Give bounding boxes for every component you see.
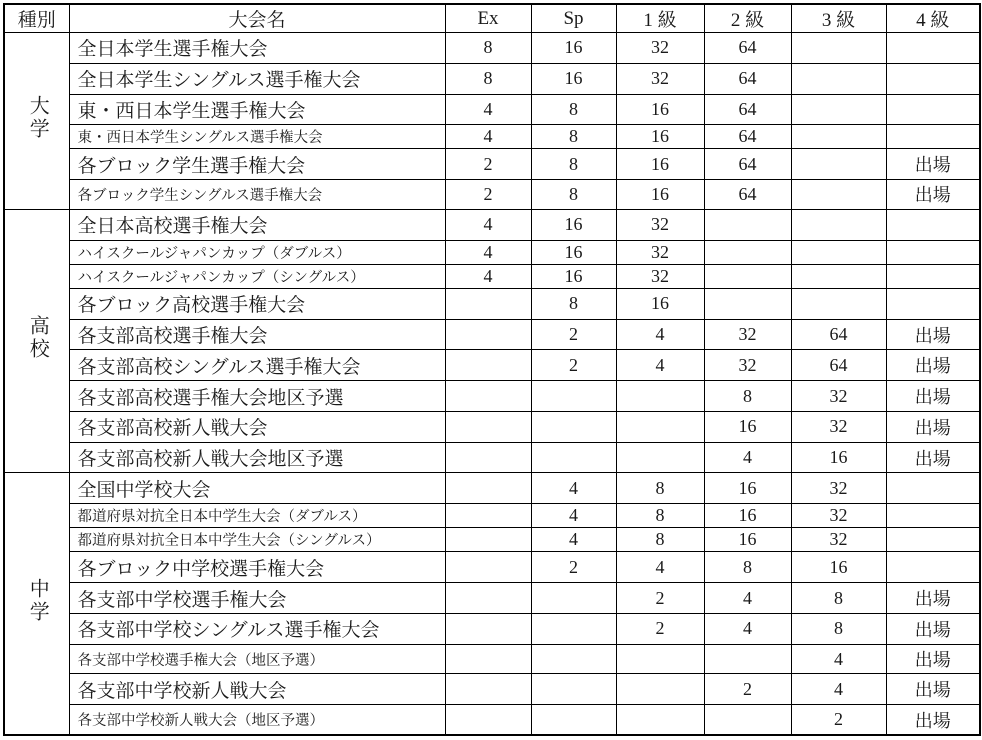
sp-value-cell xyxy=(531,674,616,705)
ex-value-cell xyxy=(445,411,531,442)
table-row xyxy=(4,674,980,705)
grade2-value-cell: 16 xyxy=(704,528,791,552)
grade3-value-cell: 32 xyxy=(791,381,886,412)
grade4-value-cell: 出場 xyxy=(886,705,980,735)
header-grade-3: 3 級 xyxy=(791,4,886,33)
ex-value-cell: 4 xyxy=(445,240,531,264)
ex-value-cell xyxy=(445,552,531,583)
tournament-name-cell: 各支部中学校新人戦大会（地区予選） xyxy=(69,705,445,735)
grade3-value-cell xyxy=(791,63,886,94)
grade1-value-cell: 4 xyxy=(616,319,704,350)
sp-value-cell: 4 xyxy=(531,473,616,504)
grade1-value-cell: 32 xyxy=(616,63,704,94)
header-grade-2: 2 級 xyxy=(704,4,791,33)
ex-value-cell: 4 xyxy=(445,264,531,288)
grade1-value-cell: 2 xyxy=(616,613,704,644)
sp-value-cell xyxy=(531,411,616,442)
sp-value-cell xyxy=(531,583,616,614)
table-row xyxy=(4,288,980,319)
grade2-value-cell: 64 xyxy=(704,125,791,149)
grade4-value-cell: 出場 xyxy=(886,613,980,644)
grade4-value-cell xyxy=(886,528,980,552)
table-row xyxy=(4,504,980,528)
grade1-value-cell: 8 xyxy=(616,528,704,552)
table-row xyxy=(4,180,980,210)
grade1-value-cell xyxy=(616,381,704,412)
tournament-name-cell: 全日本学生シングルス選手権大会 xyxy=(69,63,445,94)
table-row xyxy=(4,381,980,412)
grade1-value-cell: 32 xyxy=(616,33,704,64)
grade3-value-cell xyxy=(791,180,886,210)
grade4-value-cell: 出場 xyxy=(886,411,980,442)
tournament-name-cell: 各ブロック学生シングルス選手権大会 xyxy=(69,180,445,210)
table-row xyxy=(4,473,980,504)
tournament-name-cell: ハイスクールジャパンカップ（ダブルス） xyxy=(69,240,445,264)
sp-value-cell: 8 xyxy=(531,288,616,319)
grade4-value-cell xyxy=(886,504,980,528)
grade3-value-cell: 32 xyxy=(791,473,886,504)
header-grade-4: 4 級 xyxy=(886,4,980,33)
sp-value-cell xyxy=(531,613,616,644)
grade1-value-cell: 32 xyxy=(616,209,704,240)
grade4-value-cell: 出場 xyxy=(886,674,980,705)
tournament-name-cell: 各支部高校シングルス選手権大会 xyxy=(69,350,445,381)
grade4-value-cell: 出場 xyxy=(886,644,980,674)
category-cell xyxy=(4,473,69,735)
ex-value-cell: 4 xyxy=(445,209,531,240)
sp-value-cell: 4 xyxy=(531,528,616,552)
grade3-value-cell: 8 xyxy=(791,613,886,644)
grade4-value-cell: 出場 xyxy=(886,350,980,381)
table-row xyxy=(4,442,980,473)
grade2-value-cell: 16 xyxy=(704,504,791,528)
tournament-name-cell: 各ブロック学生選手権大会 xyxy=(69,149,445,180)
sp-value-cell: 16 xyxy=(531,240,616,264)
ex-value-cell xyxy=(445,705,531,735)
grade1-value-cell: 8 xyxy=(616,504,704,528)
ex-value-cell: 8 xyxy=(445,33,531,64)
ex-value-cell: 4 xyxy=(445,125,531,149)
grade1-value-cell xyxy=(616,705,704,735)
grade3-value-cell xyxy=(791,288,886,319)
grade4-value-cell xyxy=(886,552,980,583)
table-row xyxy=(4,644,980,674)
sp-value-cell: 16 xyxy=(531,264,616,288)
grade1-value-cell: 16 xyxy=(616,94,704,125)
ex-value-cell xyxy=(445,644,531,674)
grade1-value-cell: 16 xyxy=(616,180,704,210)
grade2-value-cell: 16 xyxy=(704,473,791,504)
tournament-name-cell: 全日本高校選手権大会 xyxy=(69,209,445,240)
grade3-value-cell: 64 xyxy=(791,350,886,381)
ex-value-cell xyxy=(445,288,531,319)
table-row xyxy=(4,705,980,735)
category-cell xyxy=(4,33,69,210)
grade3-value-cell: 16 xyxy=(791,552,886,583)
grade3-value-cell: 8 xyxy=(791,583,886,614)
table-row xyxy=(4,552,980,583)
grade1-value-cell: 32 xyxy=(616,264,704,288)
ex-value-cell xyxy=(445,350,531,381)
tournament-name-cell: 全国中学校大会 xyxy=(69,473,445,504)
header-tournament-name: 大会名 xyxy=(69,4,445,33)
grade4-value-cell: 出場 xyxy=(886,319,980,350)
ex-value-cell: 8 xyxy=(445,63,531,94)
sp-value-cell: 4 xyxy=(531,504,616,528)
tournament-name-cell: 全日本学生選手権大会 xyxy=(69,33,445,64)
table-row xyxy=(4,240,980,264)
grade2-value-cell: 64 xyxy=(704,180,791,210)
table-row xyxy=(4,411,980,442)
grade3-value-cell: 32 xyxy=(791,411,886,442)
ex-value-cell xyxy=(445,583,531,614)
grade2-value-cell: 16 xyxy=(704,411,791,442)
grade1-value-cell xyxy=(616,674,704,705)
header-sp: Sp xyxy=(531,4,616,33)
grade3-value-cell: 4 xyxy=(791,674,886,705)
ex-value-cell xyxy=(445,442,531,473)
tournament-name-cell: 各支部中学校選手権大会 xyxy=(69,583,445,614)
tournament-name-cell: 各支部中学校シングルス選手権大会 xyxy=(69,613,445,644)
category-label: 高校 xyxy=(26,315,49,362)
grade1-value-cell xyxy=(616,644,704,674)
sp-value-cell: 8 xyxy=(531,180,616,210)
table-row xyxy=(4,528,980,552)
tournament-name-cell: ハイスクールジャパンカップ（シングルス） xyxy=(69,264,445,288)
sp-value-cell: 8 xyxy=(531,94,616,125)
grade3-value-cell xyxy=(791,33,886,64)
grade2-value-cell: 4 xyxy=(704,613,791,644)
grade4-value-cell xyxy=(886,125,980,149)
grade1-value-cell: 4 xyxy=(616,350,704,381)
grade4-value-cell xyxy=(886,63,980,94)
ex-value-cell xyxy=(445,528,531,552)
ex-value-cell: 4 xyxy=(445,94,531,125)
tournament-name-cell: 各支部中学校選手権大会（地区予選） xyxy=(69,644,445,674)
ex-value-cell xyxy=(445,473,531,504)
grade2-value-cell: 4 xyxy=(704,583,791,614)
table-row xyxy=(4,94,980,125)
header-ex: Ex xyxy=(445,4,531,33)
table-row xyxy=(4,613,980,644)
grade1-value-cell: 16 xyxy=(616,288,704,319)
grade4-value-cell: 出場 xyxy=(886,180,980,210)
ex-value-cell: 2 xyxy=(445,180,531,210)
grade3-value-cell: 32 xyxy=(791,504,886,528)
tournament-name-cell: 東・西日本学生シングルス選手権大会 xyxy=(69,125,445,149)
sp-value-cell: 2 xyxy=(531,552,616,583)
grade4-value-cell xyxy=(886,288,980,319)
table-row xyxy=(4,63,980,94)
tournament-name-cell: 各支部高校選手権大会 xyxy=(69,319,445,350)
grade4-value-cell xyxy=(886,33,980,64)
category-label: 中学 xyxy=(26,577,49,624)
grade4-value-cell: 出場 xyxy=(886,149,980,180)
sp-value-cell: 8 xyxy=(531,149,616,180)
grade3-value-cell xyxy=(791,264,886,288)
grade2-value-cell xyxy=(704,264,791,288)
grade2-value-cell: 64 xyxy=(704,94,791,125)
grade3-value-cell: 32 xyxy=(791,528,886,552)
tournament-qualification-table xyxy=(3,3,981,736)
grade2-value-cell xyxy=(704,240,791,264)
table-row xyxy=(4,149,980,180)
grade4-value-cell xyxy=(886,94,980,125)
grade3-value-cell xyxy=(791,240,886,264)
table-row xyxy=(4,350,980,381)
grade2-value-cell: 32 xyxy=(704,350,791,381)
ex-value-cell xyxy=(445,504,531,528)
grade2-value-cell: 32 xyxy=(704,319,791,350)
grade3-value-cell: 64 xyxy=(791,319,886,350)
sp-value-cell: 2 xyxy=(531,350,616,381)
ex-value-cell: 2 xyxy=(445,149,531,180)
category-label: 大学 xyxy=(26,94,49,141)
tournament-name-cell: 都道府県対抗全日本中学生大会（シングルス） xyxy=(69,528,445,552)
grade2-value-cell: 4 xyxy=(704,442,791,473)
sp-value-cell: 16 xyxy=(531,209,616,240)
header-grade-1: 1 級 xyxy=(616,4,704,33)
grade4-value-cell xyxy=(886,240,980,264)
sp-value-cell: 16 xyxy=(531,63,616,94)
grade2-value-cell: 64 xyxy=(704,149,791,180)
grade2-value-cell: 64 xyxy=(704,63,791,94)
grade3-value-cell xyxy=(791,149,886,180)
grade1-value-cell: 4 xyxy=(616,552,704,583)
grade1-value-cell: 32 xyxy=(616,240,704,264)
table-row xyxy=(4,125,980,149)
sp-value-cell xyxy=(531,381,616,412)
grade4-value-cell xyxy=(886,209,980,240)
grade4-value-cell xyxy=(886,473,980,504)
tournament-name-cell: 東・西日本学生選手権大会 xyxy=(69,94,445,125)
grade1-value-cell xyxy=(616,442,704,473)
tournament-name-cell: 各支部中学校新人戦大会 xyxy=(69,674,445,705)
grade2-value-cell xyxy=(704,644,791,674)
ex-value-cell xyxy=(445,319,531,350)
grade3-value-cell xyxy=(791,125,886,149)
tournament-name-cell: 各支部高校新人戦大会 xyxy=(69,411,445,442)
table-row xyxy=(4,209,980,240)
grade2-value-cell: 8 xyxy=(704,381,791,412)
sp-value-cell xyxy=(531,442,616,473)
grade4-value-cell: 出場 xyxy=(886,583,980,614)
grade1-value-cell: 16 xyxy=(616,125,704,149)
tournament-name-cell: 各ブロック中学校選手権大会 xyxy=(69,552,445,583)
sp-value-cell: 16 xyxy=(531,33,616,64)
grade2-value-cell xyxy=(704,209,791,240)
grade1-value-cell: 2 xyxy=(616,583,704,614)
grade2-value-cell: 2 xyxy=(704,674,791,705)
sp-value-cell: 2 xyxy=(531,319,616,350)
grade3-value-cell: 16 xyxy=(791,442,886,473)
category-cell xyxy=(4,209,69,473)
table-row xyxy=(4,264,980,288)
ex-value-cell xyxy=(445,381,531,412)
ex-value-cell xyxy=(445,613,531,644)
sp-value-cell: 8 xyxy=(531,125,616,149)
grade2-value-cell xyxy=(704,288,791,319)
grade2-value-cell: 64 xyxy=(704,33,791,64)
grade1-value-cell: 16 xyxy=(616,149,704,180)
grade4-value-cell: 出場 xyxy=(886,381,980,412)
header-category: 種別 xyxy=(4,4,69,33)
tournament-name-cell: 都道府県対抗全日本中学生大会（ダブルス） xyxy=(69,504,445,528)
table-row xyxy=(4,319,980,350)
grade4-value-cell xyxy=(886,264,980,288)
grade3-value-cell xyxy=(791,209,886,240)
grade2-value-cell xyxy=(704,705,791,735)
sp-value-cell xyxy=(531,644,616,674)
grade1-value-cell xyxy=(616,411,704,442)
grade3-value-cell: 2 xyxy=(791,705,886,735)
grade3-value-cell: 4 xyxy=(791,644,886,674)
grade2-value-cell: 8 xyxy=(704,552,791,583)
grade1-value-cell: 8 xyxy=(616,473,704,504)
table-row xyxy=(4,33,980,64)
tournament-name-cell: 各支部高校選手権大会地区予選 xyxy=(69,381,445,412)
table-row xyxy=(4,583,980,614)
tournament-name-cell: 各ブロック高校選手権大会 xyxy=(69,288,445,319)
sp-value-cell xyxy=(531,705,616,735)
header-row xyxy=(4,4,980,33)
grade4-value-cell: 出場 xyxy=(886,442,980,473)
grade3-value-cell xyxy=(791,94,886,125)
tournament-name-cell: 各支部高校新人戦大会地区予選 xyxy=(69,442,445,473)
ex-value-cell xyxy=(445,674,531,705)
